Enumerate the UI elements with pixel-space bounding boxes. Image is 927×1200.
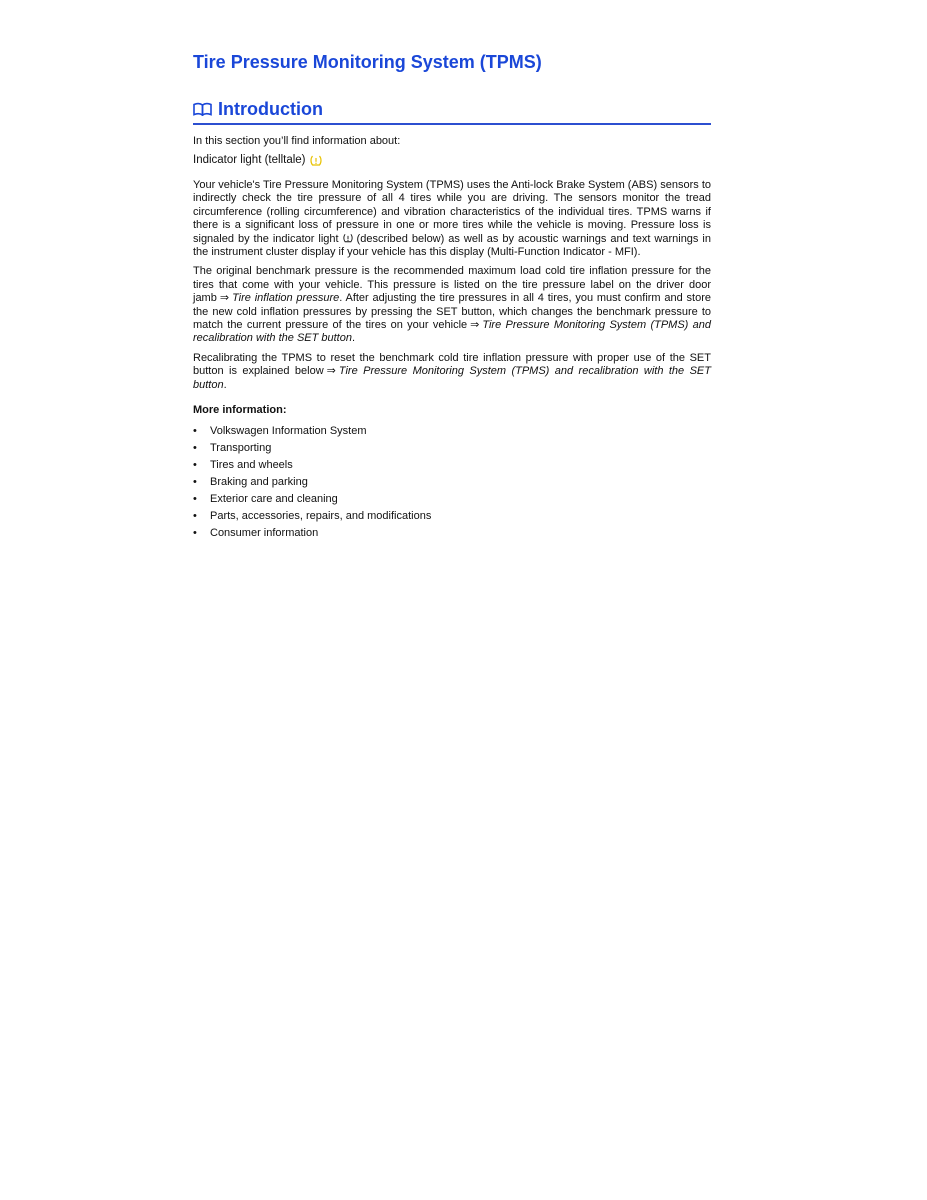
paragraph-text: (described below) as well as by acoustic warnings and text warnings in the instrument cluster display if your vehicle has this display (Multi-Function Indicator - MFI). [193, 232, 711, 259]
cross-reference-link-tire-inflation[interactable]: Tire inflation pressure [232, 292, 340, 305]
paragraph-benchmark-pressure [193, 265, 711, 345]
cross-reference-arrow: ⇒ [470, 319, 480, 332]
list-item[interactable] [193, 508, 711, 525]
tpms-warning-icon [343, 233, 353, 243]
page-title: Tire Pressure Monitoring System (TPMS) [193, 52, 542, 72]
bullet: • [193, 459, 197, 472]
page-content [193, 49, 711, 542]
list-item[interactable] [193, 440, 711, 457]
paragraph-text: Your vehicle's Tire Pressure Monitoring System (TPMS) uses the Anti-lock Brake System (ABS) sensors to indirectly check the tire pressure of all 4 tires while you are driving. The sensors monitor the tread circumference (rolling circumference) and vibration characteristics of the individual tires. TPMS warns if there is a significant loss of pressure in one or more tires while the vehicle is moving. Pressure loss is signaled by the indicator light [193, 179, 711, 245]
list-item-label: Transporting [210, 442, 272, 455]
list-item[interactable] [193, 491, 711, 508]
cross-reference-arrow: ⇒ [219, 292, 230, 305]
tpms-warning-icon [310, 155, 322, 166]
indicator-line-text: Indicator light (telltale) [193, 154, 306, 166]
section-heading [193, 97, 711, 125]
list-item-label: Braking and parking [210, 476, 308, 489]
bullet: • [193, 527, 197, 540]
list-item-label: Exterior care and cleaning [210, 493, 338, 506]
list-item[interactable] [193, 525, 711, 542]
list-item-label: Volkswagen Information System [210, 425, 367, 438]
paragraph-text: . [351, 332, 356, 345]
bullet: • [193, 476, 197, 489]
list-item[interactable] [193, 423, 711, 440]
list-item-label: Tires and wheels [210, 459, 293, 472]
list-item[interactable] [193, 474, 711, 491]
cross-reference-link-tpms-recalibration[interactable]: Tire Pressure Monitoring System (TPMS) and recalibration with the SET button [193, 365, 711, 391]
bullet: • [193, 442, 197, 455]
paragraph-recalibrating [193, 352, 711, 392]
paragraph-text: The original benchmark pressure is the recommended maximum load cold tire inflation pressure for the tires that come with your vehicle. This pressure is listed on the tire pressure label on the driver door jamb [193, 265, 711, 305]
more-information-heading: More information: [193, 404, 287, 417]
list-item-label: Parts, accessories, repairs, and modifications [210, 510, 432, 523]
more-information-list [193, 423, 711, 542]
indicator-line [193, 153, 711, 168]
paragraph-tpms-description [193, 179, 711, 259]
cross-reference-arrow: ⇒ [326, 365, 336, 378]
bullet: • [193, 425, 197, 438]
list-item-label: Consumer information [210, 527, 319, 540]
paragraph-text: . After adjusting the tire pressures in all 4 tires, you must confirm and store the new cold inflation pressures by pressing the SET button, which changes the benchmark pressure to match the current pressure of the tires on your vehicle [193, 292, 711, 332]
intro-line: In this section you’ll find information about: [193, 135, 401, 147]
list-item[interactable] [193, 457, 711, 474]
section-heading-text: Introduction [218, 99, 323, 119]
paragraph-text: Recalibrating the TPMS to reset the benchmark cold tire inflation pressure with proper use of the SET button is explained below [193, 351, 711, 378]
cross-reference-link-tpms-recalibration[interactable]: Tire Pressure Monitoring System (TPMS) and recalibration with the SET button [193, 319, 711, 345]
paragraph-text: . [223, 378, 227, 391]
bullet: • [193, 493, 197, 506]
open-book-icon [193, 102, 212, 116]
bullet: • [193, 510, 197, 523]
